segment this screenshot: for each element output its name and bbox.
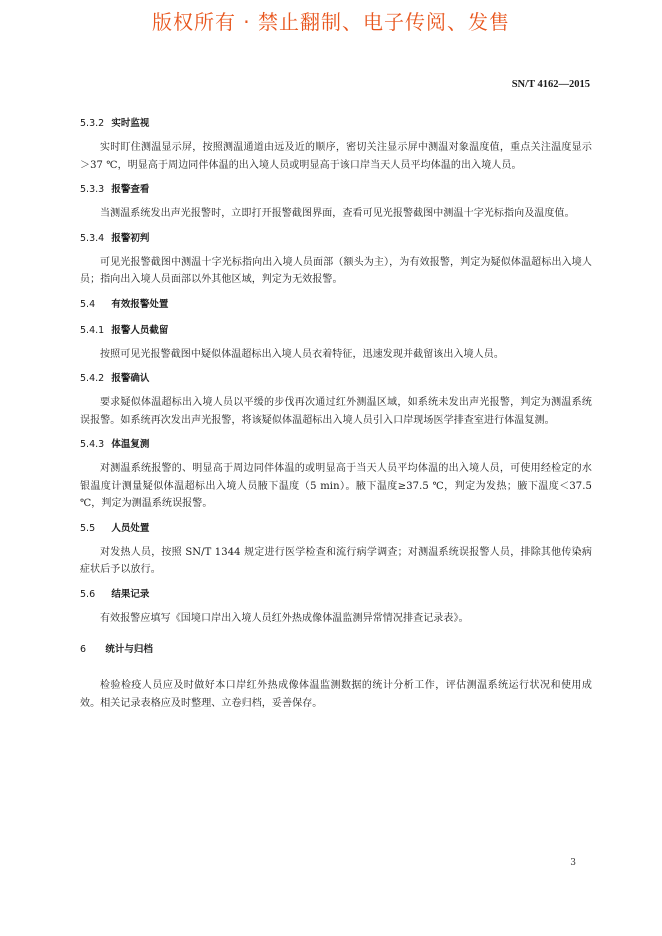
paragraph: 检验检疫人员应及时做好本口岸红外热成像体温监测数据的统计分析工作，评估测温系统运行状况和使用成效。相关记录表格应及时整理、立卷归档，妥善保存。 [80, 680, 592, 709]
section-heading: 5.3.3 报警查看 [80, 184, 150, 195]
section-5-3-3 [80, 183, 592, 223]
paragraph: 对测温系统报警的、明显高于周边同伴体温的或明显高于当天人员平均体温的出入境人员，可使用经检定的水银温度计测量疑似体温超标出入境人员腋下温度（5 min）。腋下温度≥37.5 ℃，判定为发热；腋下温度＜37.5 ℃，判定为测温系统误报警。 [80, 463, 592, 509]
section-heading: 5.4 有效报警处置 [80, 298, 169, 310]
section-5-4-2 [80, 372, 592, 429]
section-heading: 5.5 人员处置 [80, 522, 150, 534]
section-heading: 5.6 结果记录 [80, 588, 150, 600]
section-heading: 6 统计与归档 [80, 644, 153, 655]
standard-code: SN/T 4162—2015 [511, 79, 590, 90]
paragraph: 按照可见光报警截图中疑似体温超标出入境人员衣着特征，迅速发现并截留该出入境人员。 [100, 348, 504, 360]
section-5-6 [80, 588, 592, 628]
paragraph: 对发热人员，按照 SN/T 1344 规定进行医学检查和流行病学调查；对测温系统误报警人员，排除其他传染病症状后予以放行。 [80, 546, 592, 575]
page-number: 3 [570, 858, 576, 868]
paragraph: 实时盯住测温显示屏，按照测温通道由远及近的顺序，密切关注显示屏中测温对象温度值，重点关注温度显示＞37 ℃，明显高于周边同伴体温的出入境人员或明显高于该口岸当天人员平均体温的出入境人员。 [80, 142, 592, 171]
section-heading: 5.4.3 体温复测 [80, 439, 150, 450]
section-5-5 [80, 522, 592, 579]
section-5-4-1 [80, 324, 592, 364]
section-heading: 5.4.1 报警人员截留 [80, 324, 169, 336]
section-5-4 [80, 298, 592, 312]
watermark: 版权所有 · 禁止翻制、电子传阅、发售 [151, 10, 511, 34]
paragraph: 有效报警应填写《国境口岸出入境人员红外热成像体温监测异常情况排查记录表》。 [100, 612, 469, 624]
section-heading: 5.4.2 报警确认 [80, 373, 150, 384]
section-heading: 5.3.4 报警初判 [80, 232, 150, 244]
section-5-3-2 [80, 117, 592, 174]
paragraph: 要求疑似体温超标出入境人员以平缓的步伐再次通过红外测温区域，如系统未发出声光报警，判定为测温系统误报警。如系统再次发出声光报警，将该疑似体温超标出入境人员引入口岸现场医学排查室进行体温复测。 [80, 397, 592, 426]
section-5-4-3 [80, 438, 592, 513]
paragraph: 当测温系统发出声光报警时，立即打开报警截图界面，查看可见光报警截图中测温十字光标指向及温度值。 [100, 208, 575, 219]
section-5-3-4 [80, 232, 592, 289]
section-heading: 5.3.2 实时监视 [80, 118, 150, 129]
document-body [80, 117, 592, 712]
paragraph: 可见光报警截图中测温十字光标指向出入境人员面部（额头为主），为有效报警，判定为疑似体温超标出入境人员；指向出入境人员面部以外其他区域，判定为无效报警。 [80, 256, 592, 285]
section-6 [80, 643, 592, 712]
